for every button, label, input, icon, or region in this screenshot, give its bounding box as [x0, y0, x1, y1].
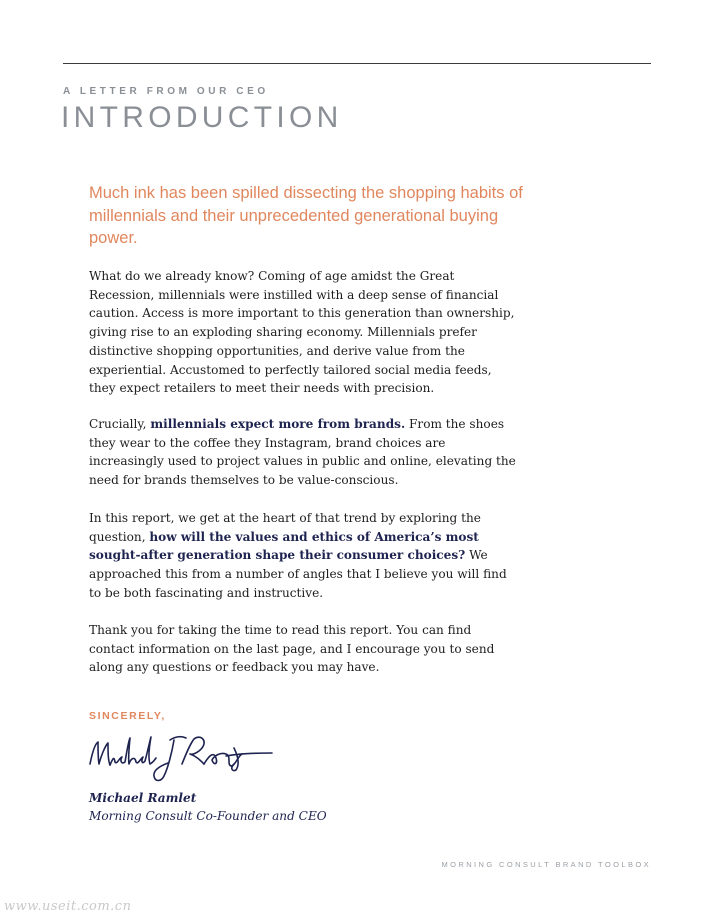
lead-paragraph: Much ink has been spilled dissecting the shopping habits of millennials and their unprecedented generational buying power.: [89, 184, 523, 247]
signer-name: Michael Ramlet: [89, 791, 197, 805]
body-paragraph-1: What do we already know? Coming of age amidst the Great Recession, millennials were instilled with a deep sense of financial caution. Access is more important to this generation than ownership, giving rise to an exploding sharing economy. Millennials prefer distinctive shopping opportunities, and derive value from the experiential. Accustomed to perfectly tailored social media feeds, they expect retailers to meet their needs with precision.: [89, 269, 515, 396]
top-divider: [63, 63, 651, 64]
paragraph-text: From the shoes they wear to the coffee they Instagram, brand choices are increasingly used to project values in public and online, elevating the need for brands themselves to be value-conscious.: [89, 417, 516, 488]
section-eyebrow: A LETTER FROM OUR CEO: [63, 86, 269, 97]
paragraph-text: We approached this from a number of angles that I believe you will find to be both fascinating and instructive.: [89, 548, 507, 600]
body-paragraph-3: [89, 509, 519, 603]
paragraph-text: In this report, we get at the heart of that trend by exploring the question,: [89, 511, 481, 544]
signer-title: Morning Consult Co-Founder and CEO: [89, 809, 327, 823]
signature-image: [86, 728, 278, 788]
body-paragraph-4: Thank you for taking the time to read this report. You can find contact information on the last page, and I encourage you to send along any questions or feedback you may have.: [89, 623, 495, 675]
body-paragraph-2: [89, 415, 519, 490]
page-title: INTRODUCTION: [61, 101, 343, 134]
site-watermark: www.useit.com.cn: [4, 899, 132, 914]
closing-salutation: SINCERELY,: [89, 710, 166, 722]
paragraph-text: Crucially,: [89, 417, 151, 431]
footer-brand: MORNING CONSULT BRAND TOOLBOX: [441, 860, 651, 869]
paragraph-emphasis: how will the values and ethics of America’s most sought-after generation shape their consumer choices?: [89, 529, 479, 563]
paragraph-emphasis: millennials expect more from brands.: [150, 417, 406, 431]
